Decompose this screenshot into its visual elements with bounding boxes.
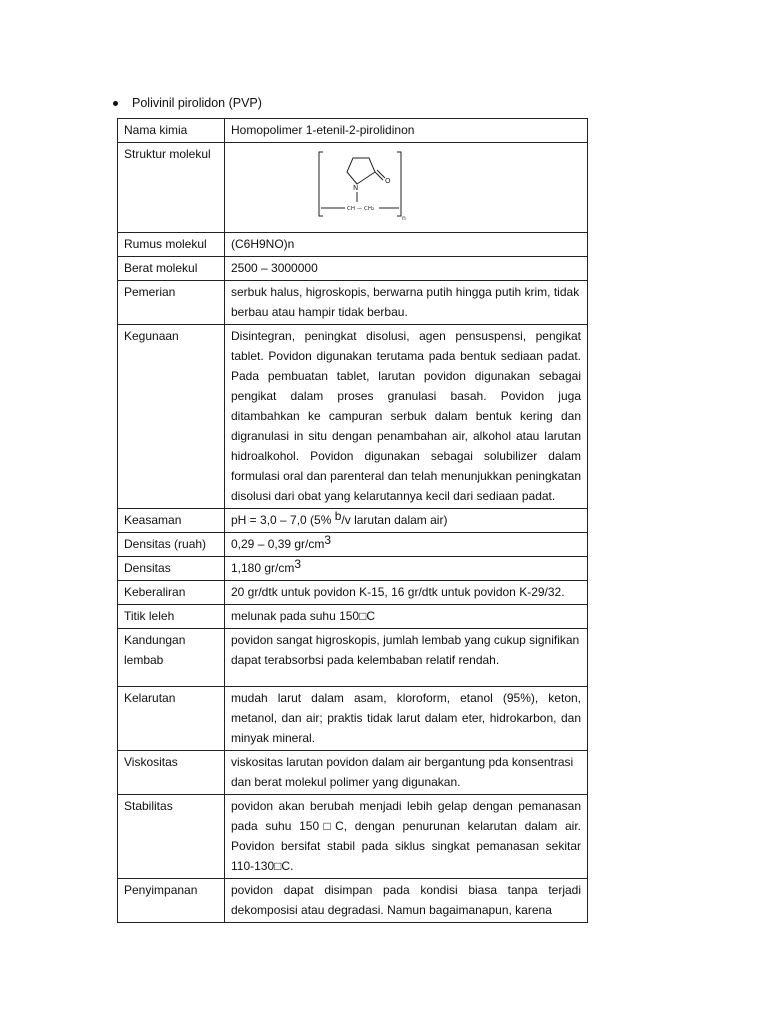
row-label: Keasaman — [118, 509, 225, 533]
table-row — [118, 557, 588, 581]
table-row — [118, 325, 588, 509]
table-row — [118, 751, 588, 795]
table-row — [118, 605, 588, 629]
table-row — [118, 629, 588, 687]
atom-n-label: N — [353, 184, 359, 192]
chain-label: CH — CH₂ — [347, 206, 375, 212]
table-row — [118, 119, 588, 143]
row-value: 20 gr/dtk untuk povidon K-15, 16 gr/dtk untuk povidon K-29/32. — [225, 581, 588, 605]
row-label: Titik leleh — [118, 605, 225, 629]
row-label: Struktur molekul — [118, 143, 225, 233]
kandungan-value: povidon sangat higroskopis, jumlah lembab yang cukup signifikan dapat terabsorbsi pada kelembaban relatif rendah. — [231, 633, 580, 667]
table-row — [118, 581, 588, 605]
table-row — [118, 509, 588, 533]
row-label: Nama kimia — [118, 119, 225, 143]
row-value: serbuk halus, higroskopis, berwarna putih hingga putih krim, tidak berbau atau hampir tidak berbau. — [225, 281, 588, 325]
row-label: Viskositas — [118, 751, 225, 795]
row-label: Stabilitas — [118, 795, 225, 879]
bullet-icon — [113, 101, 118, 106]
row-value: Disintegran, peningkat disolusi, agen pensuspensi, pengikat tablet. Povidon digunakan terutama pada bentuk sediaan padat. Pada pembuatan tablet, larutan povidon digunakan sebagai pengikat dalam proses granulasi basah. Povidon juga ditambahkan ke campuran serbuk dalam bentuk kering dan digranulasi in situ dengan penambahan air, alkohol atau larutan hidroalkohol. Povidon digunakan sebagai solubilizer dalam formulasi oral dan parenteral dan telah menunjukkan peningkatan disolusi dari obat yang kelarutannya kecil dari sediaan padat. — [225, 325, 588, 509]
table-row — [118, 687, 588, 751]
row-label: Kelarutan — [118, 687, 225, 751]
table-row — [118, 879, 588, 923]
densitas-ruah-sup: 3 — [324, 533, 332, 547]
row-label: Kegunaan — [118, 325, 225, 509]
keasaman-sup: b — [334, 509, 342, 523]
row-value: (C6H9NO)n — [225, 233, 588, 257]
structure-cell — [225, 143, 588, 233]
row-label: Densitas — [118, 557, 225, 581]
row-label: Densitas (ruah) — [118, 533, 225, 557]
table-row — [118, 281, 588, 325]
section-title: Polivinil pirolidon (PVP) — [132, 96, 262, 110]
table-row — [118, 257, 588, 281]
row-value: Homopolimer 1-etenil-2-pirolidinon — [225, 119, 588, 143]
table-row — [118, 143, 588, 233]
row-value: mudah larut dalam asam, kloroform, etanol (95%), keton, metanol, dan air; praktis tidak larut dalam eter, hidrokarbon, dan minyak mineral. — [225, 687, 588, 751]
row-value: melunak pada suhu 150□C — [225, 605, 588, 629]
table-row — [118, 795, 588, 879]
densitas-sup: 3 — [294, 557, 302, 571]
row-label: Kandungan lembab — [118, 629, 225, 687]
properties-table — [117, 118, 588, 923]
row-label: Keberaliran — [118, 581, 225, 605]
row-value — [225, 557, 588, 581]
section-heading — [113, 96, 262, 110]
densitas-value: 1,180 gr/cm — [231, 561, 295, 575]
table-row — [118, 533, 588, 557]
keasaman-post: /v larutan dalam air) — [341, 513, 448, 527]
row-value: viskositas larutan povidon dalam air bergantung pda konsentrasi dan berat molekul polimer yang digunakan. — [225, 751, 588, 795]
keasaman-pre: pH = 3,0 – 7,0 (5% — [231, 513, 335, 527]
row-value: 2500 – 3000000 — [225, 257, 588, 281]
repeat-n-label: n — [402, 215, 406, 222]
row-label: Pemerian — [118, 281, 225, 325]
row-value — [225, 509, 588, 533]
row-value: povidon dapat disimpan pada kondisi biasa tanpa terjadi dekomposisi atau degradasi. Namun bagaimanapun, karena — [225, 879, 588, 923]
row-value — [225, 533, 588, 557]
densitas-ruah-value: 0,29 – 0,39 gr/cm — [231, 537, 325, 551]
row-value — [225, 629, 588, 687]
row-label: Penyimpanan — [118, 879, 225, 923]
row-value: povidon akan berubah menjadi lebih gelap dengan pemanasan pada suhu 150□C, dengan penurunan kelarutan dalam air. Povidon bersifat stabil pada siklus singkat pemanasan sekitar 110-130□C. — [225, 795, 588, 879]
row-label: Rumus molekul — [118, 233, 225, 257]
atom-o-label: O — [385, 177, 391, 185]
row-label: Berat molekul — [118, 257, 225, 281]
table-row — [118, 233, 588, 257]
pvp-structure-diagram — [317, 150, 407, 222]
